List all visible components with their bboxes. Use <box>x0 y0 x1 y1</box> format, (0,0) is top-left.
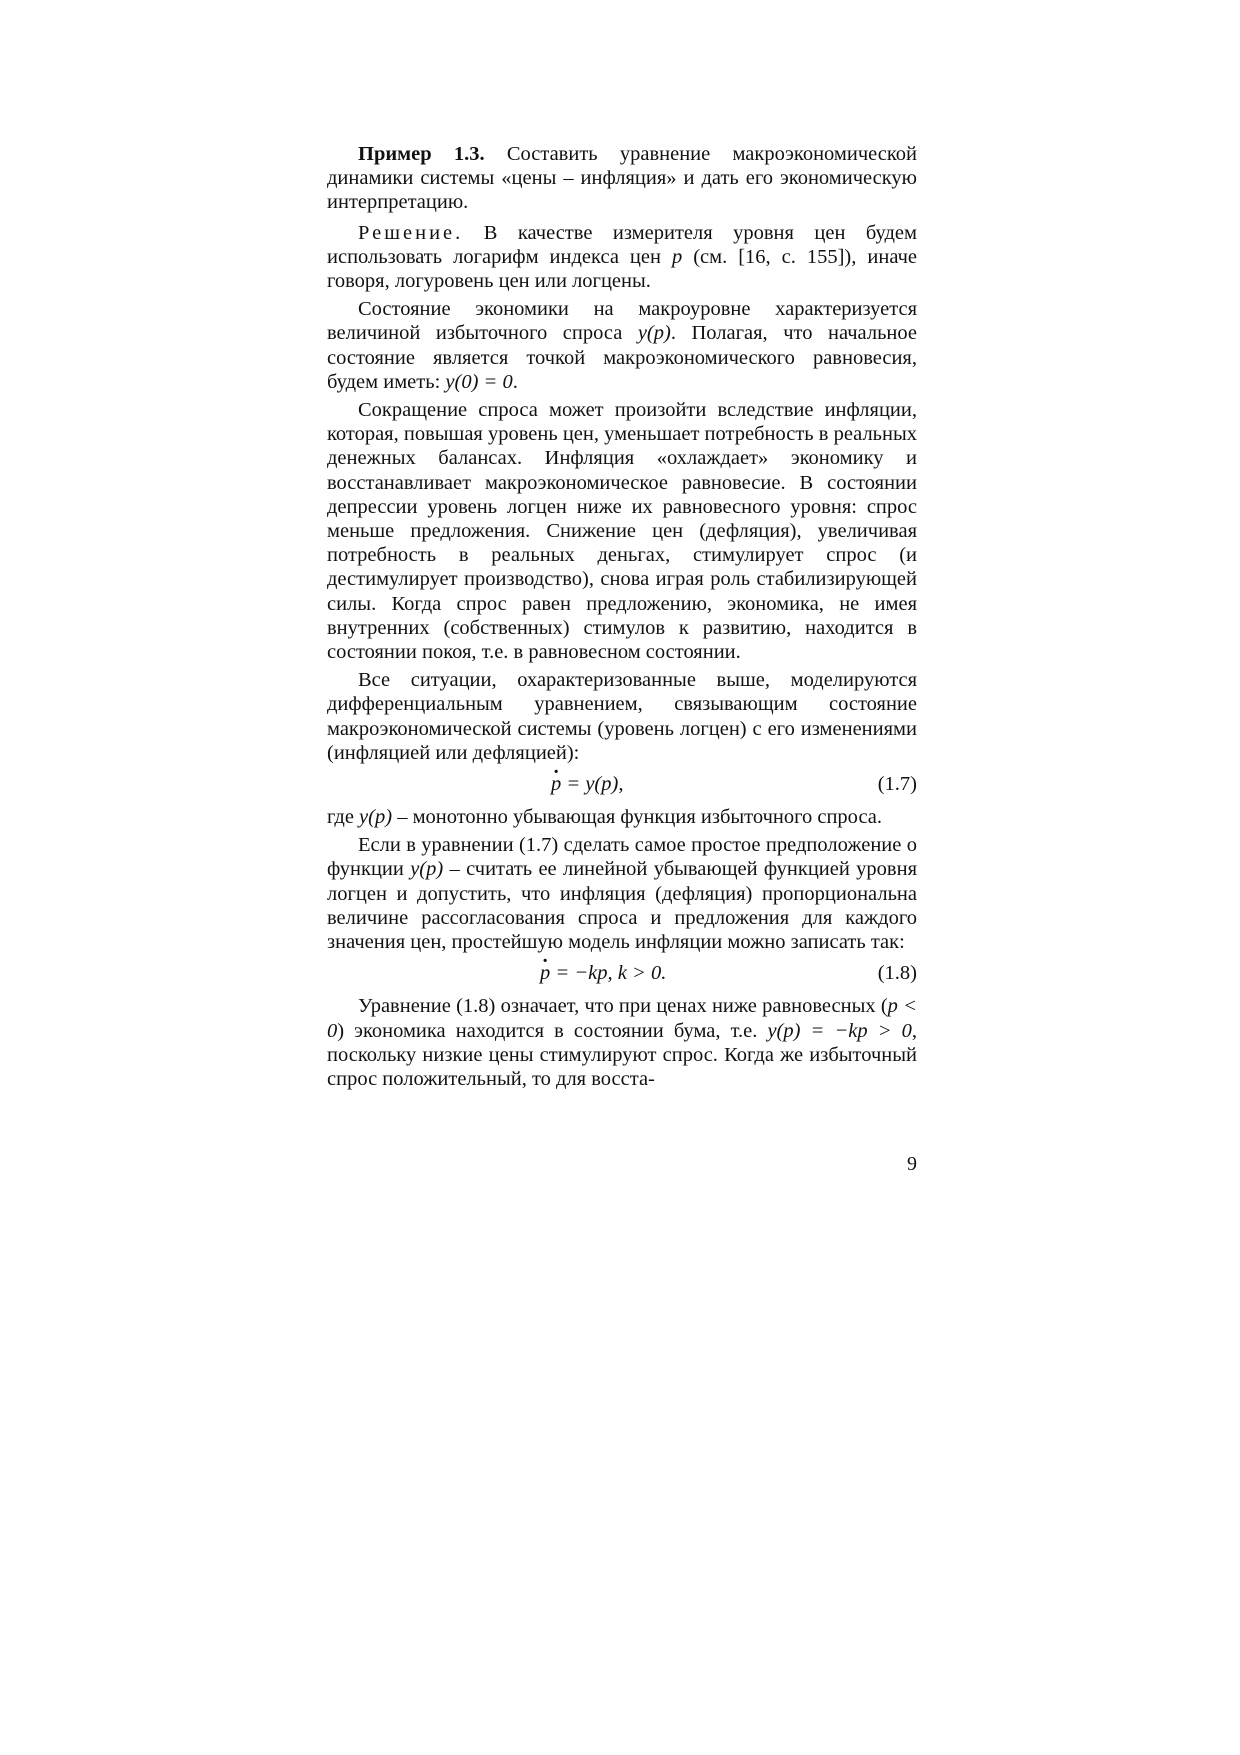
equation-1-7 <box>327 769 917 801</box>
where-formula: y(p) <box>359 806 393 829</box>
solution-text-1: В качестве измерителя уровня цен будем использовать логарифм индекса цен <box>327 221 917 268</box>
paragraph-example <box>327 142 917 215</box>
equation-1-7-number: (1.7) <box>877 773 917 796</box>
paragraph-where <box>327 805 917 829</box>
means-text-2: ) экономика находится в состоянии бума, т.е. <box>337 1019 768 1042</box>
example-text: Составить уравнение макроэкономической динамики системы «цены – инфляция» и дать его экономическую интерпретацию. <box>327 143 918 214</box>
equation-1-8 <box>327 958 917 990</box>
solution-var-p: p <box>671 245 683 268</box>
where-text-1: где <box>327 806 360 829</box>
equation-1-8-rhs: = −kp, k > 0. <box>550 962 667 985</box>
equation-1-8-lhs: · p <box>540 961 550 985</box>
paragraph-if <box>327 833 917 954</box>
text-column <box>327 142 917 1095</box>
if-text-2: – считать ее линейной убывающей функцией уровня логцен и допустить, что инфляция (дефляция) пропорциональна величине рассогласования спроса и предложения для каждого значения цен, простейшую модель инфляции можно записать так: <box>327 858 917 954</box>
equation-1-8-expression <box>540 961 666 985</box>
equation-1-8-number: (1.8) <box>877 962 917 985</box>
paragraph-solution <box>327 221 917 294</box>
paragraph-state <box>327 297 917 394</box>
paragraph-reduction: Сокращение спроса может произойти вследствие инфляции, которая, повышая уровень цен, уменьшает потребность в реальных денежных балансах. Инфляция «охлаждает» экономику и восстанавливает макроэкономическое равновесие. В состоянии депрессии уровень логцен ниже их равновесного уровня: спрос меньше предложения. Снижение цен (дефляция), увеличивая потребность в реальных деньгах, стимулирует спрос (и дестимулирует производство), снова играя роль стабилизирующей силы. Когда спрос равен предложению, экономика, не имея внутренних (собственных) стимулов к развитию, находится в состоянии покоя, т.е. в равновесном состоянии. <box>327 399 918 664</box>
if-text-1: Если в уравнении (1.7) сделать самое простое предположение о функции <box>327 834 917 881</box>
state-text-3: . <box>512 370 518 393</box>
state-formula-y: y(p) <box>637 322 671 345</box>
solution-text-2: (см. [16, с. 155]), иначе говоря, логуровень цен или логцены. <box>327 245 918 293</box>
equation-1-7-lhs: · p <box>551 772 561 796</box>
paragraph-means <box>327 994 917 1091</box>
example-label: Пример 1.3. <box>358 143 485 165</box>
page-number: 9 <box>907 1153 917 1175</box>
means-formula-2: y(p) = −kp > 0 <box>767 1019 912 1042</box>
equation-1-7-rhs: = y(p), <box>561 773 624 796</box>
where-text-2: – монотонно убывающая функция избыточного спроса. <box>392 806 883 829</box>
paragraph-situations: Все ситуации, охарактеризованные выше, моделируются дифференциальным уравнением, связывающим состояние макроэкономической системы (уровень логцен) с его изменениями (инфляцией или дефляцией): <box>327 669 917 764</box>
state-text-1: Состояние экономики на макроуровне характеризуется величиной избыточного спроса <box>327 298 917 345</box>
means-formula-1: p < 0 <box>327 995 917 1042</box>
if-formula: y(p) <box>410 858 444 881</box>
state-text-2: . Полагая, что начальное состояние является точкой макроэкономического равновесия, будем иметь: <box>327 322 917 393</box>
means-text-3: , поскольку низкие цены стимулируют спрос. Когда же избыточный спрос положительный, то для восста- <box>327 1019 917 1090</box>
means-text-1: Уравнение (1.8) означает, что при ценах ниже равновесных ( <box>358 995 888 1018</box>
state-formula-y0: y(0) = 0 <box>445 370 513 393</box>
equation-1-7-expression <box>551 772 623 796</box>
solution-label: Решение. <box>358 221 464 244</box>
